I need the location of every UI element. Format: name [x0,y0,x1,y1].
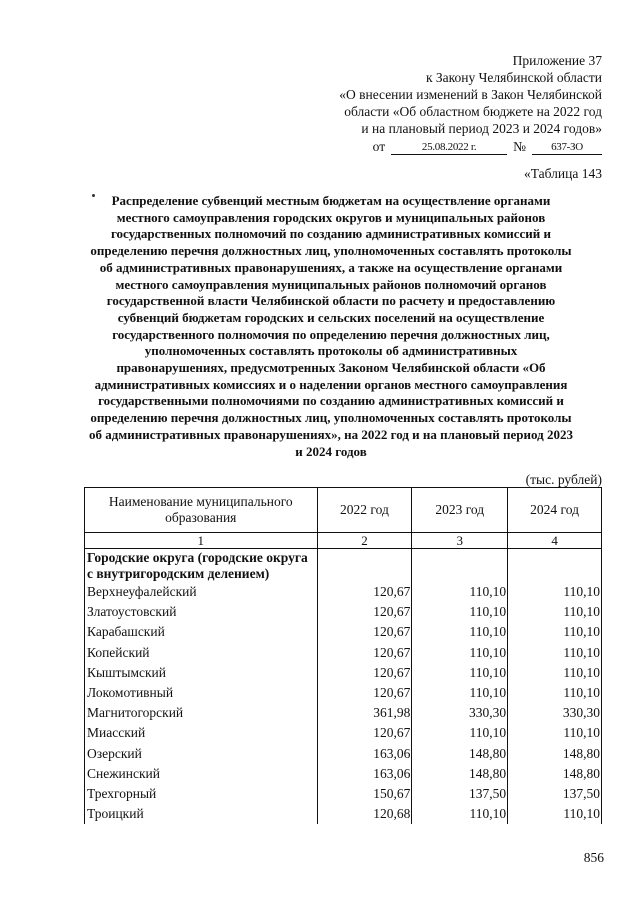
table-row [85,764,602,784]
value-2022: 120,67 [317,643,412,663]
value-2022: 163,06 [317,764,412,784]
municipality-name: Локомотивный [85,683,318,703]
page-number: 856 [583,850,604,865]
value-2023: 110,10 [412,663,508,683]
column-index: 3 [412,533,508,549]
column-header-2024: 2024 год [508,488,602,533]
empty-cell [317,549,412,583]
value-2022: 163,06 [317,744,412,764]
table-header-row [85,488,602,533]
municipality-name: Карабашский [85,622,318,642]
municipality-name: Копейский [85,643,318,663]
table-body [85,549,602,825]
municipality-name: Троицкий [85,804,318,824]
appendix-line: области «Об областном бюджете на 2022 год [344,104,602,119]
table-row [85,663,602,683]
value-2024: 110,10 [508,582,602,602]
column-index: 2 [317,533,412,549]
table-row [85,683,602,703]
value-2022: 150,67 [317,784,412,804]
value-2022: 120,67 [317,723,412,743]
law-number: 637-ЗО [532,141,602,155]
value-2023: 110,10 [412,723,508,743]
value-2024: 148,80 [508,764,602,784]
empty-cell [508,549,602,583]
value-2022: 120,67 [317,582,412,602]
table-row [85,784,602,804]
municipality-name: Магнитогорский [85,703,318,723]
empty-cell [412,549,508,583]
law-date: 25.08.2022 г. [391,141,507,155]
municipality-name: Снежинский [85,764,318,784]
value-2024: 330,30 [508,703,602,723]
unit-label: (тыс. рублей) [525,472,602,487]
appendix-line: к Закону Челябинской области [425,70,602,85]
value-2022: 120,67 [317,602,412,622]
value-2024: 137,50 [508,784,602,804]
table-reference: «Таблица 143 [524,166,602,181]
value-2023: 137,50 [412,784,508,804]
from-label: от [372,139,386,154]
column-header-municipality: Наименование муниципального образования [85,488,318,533]
appendix-header [272,52,602,155]
value-2023: 148,80 [412,764,508,784]
document-title: Распределение субвенций местным бюджетам на осуществление органами местного самоуправления городских округов и муниципальных районов государственных полномочий по созданию административных комиссий и определению перечня должностных лиц, уполномоченных составлять протоколы об административных правонарушениях, а также на осуществление органами местного самоуправления муниципальных районов полномочий органов государственной власти Челябинской области по расчету и предоставлению субвенций бюджетам городских и сельских поселений на осуществление государственного полномочия по определению перечня должностных лиц, уполномоченных составлять протоколы об административных правонарушениях, предусмотренных Законом Челябинской области «Об административных комиссиях и о наделении органов местного самоуправления государственными полномочиями по созданию административных комиссий и определению перечня должностных лиц, уполномоченных составлять протоколы об административных правонарушениях», на 2022 год и на плановый период 2023 и 2024 годов [89,193,573,459]
table-row [85,643,602,663]
value-2023: 148,80 [412,744,508,764]
value-2024: 148,80 [508,744,602,764]
law-date-number [272,138,602,155]
value-2024: 110,10 [508,804,602,824]
value-2024: 110,10 [508,602,602,622]
value-2024: 110,10 [508,723,602,743]
municipality-name: Миасский [85,723,318,743]
appendix-line: Приложение 37 [512,53,602,68]
table-row [85,582,602,602]
column-index: 4 [508,533,602,549]
number-label: № [513,139,526,154]
group-label: Городские округа (городские округа с внутригородским делением) [85,549,318,583]
value-2024: 110,10 [508,622,602,642]
value-2022: 361,98 [317,703,412,723]
value-2023: 110,10 [412,582,508,602]
appendix-line: и на плановый период 2023 и 2024 годов» [361,121,602,136]
column-header-2022: 2022 год [317,488,412,533]
value-2023: 110,10 [412,622,508,642]
value-2024: 110,10 [508,683,602,703]
table-row [85,602,602,622]
table-row [85,703,602,723]
table-row [85,744,602,764]
subvention-table [84,487,602,824]
value-2022: 120,68 [317,804,412,824]
column-index-row [85,533,602,549]
appendix-line: «О внесении изменений в Закон Челябинской [339,87,602,102]
table-row [85,804,602,824]
municipality-name: Трехгорный [85,784,318,804]
value-2023: 110,10 [412,643,508,663]
value-2023: 110,10 [412,804,508,824]
value-2023: 110,10 [412,602,508,622]
municipality-name: Озерский [85,744,318,764]
table-row [85,622,602,642]
municipality-name: Кыштымский [85,663,318,683]
value-2022: 120,67 [317,663,412,683]
value-2024: 110,10 [508,643,602,663]
municipality-name: Верхнеуфалейский [85,582,318,602]
table-row [85,723,602,743]
municipality-name: Златоустовский [85,602,318,622]
column-header-2023: 2023 год [412,488,508,533]
value-2023: 330,30 [412,703,508,723]
value-2023: 110,10 [412,683,508,703]
value-2022: 120,67 [317,622,412,642]
group-row [85,549,602,583]
column-index: 1 [85,533,318,549]
value-2024: 110,10 [508,663,602,683]
value-2022: 120,67 [317,683,412,703]
